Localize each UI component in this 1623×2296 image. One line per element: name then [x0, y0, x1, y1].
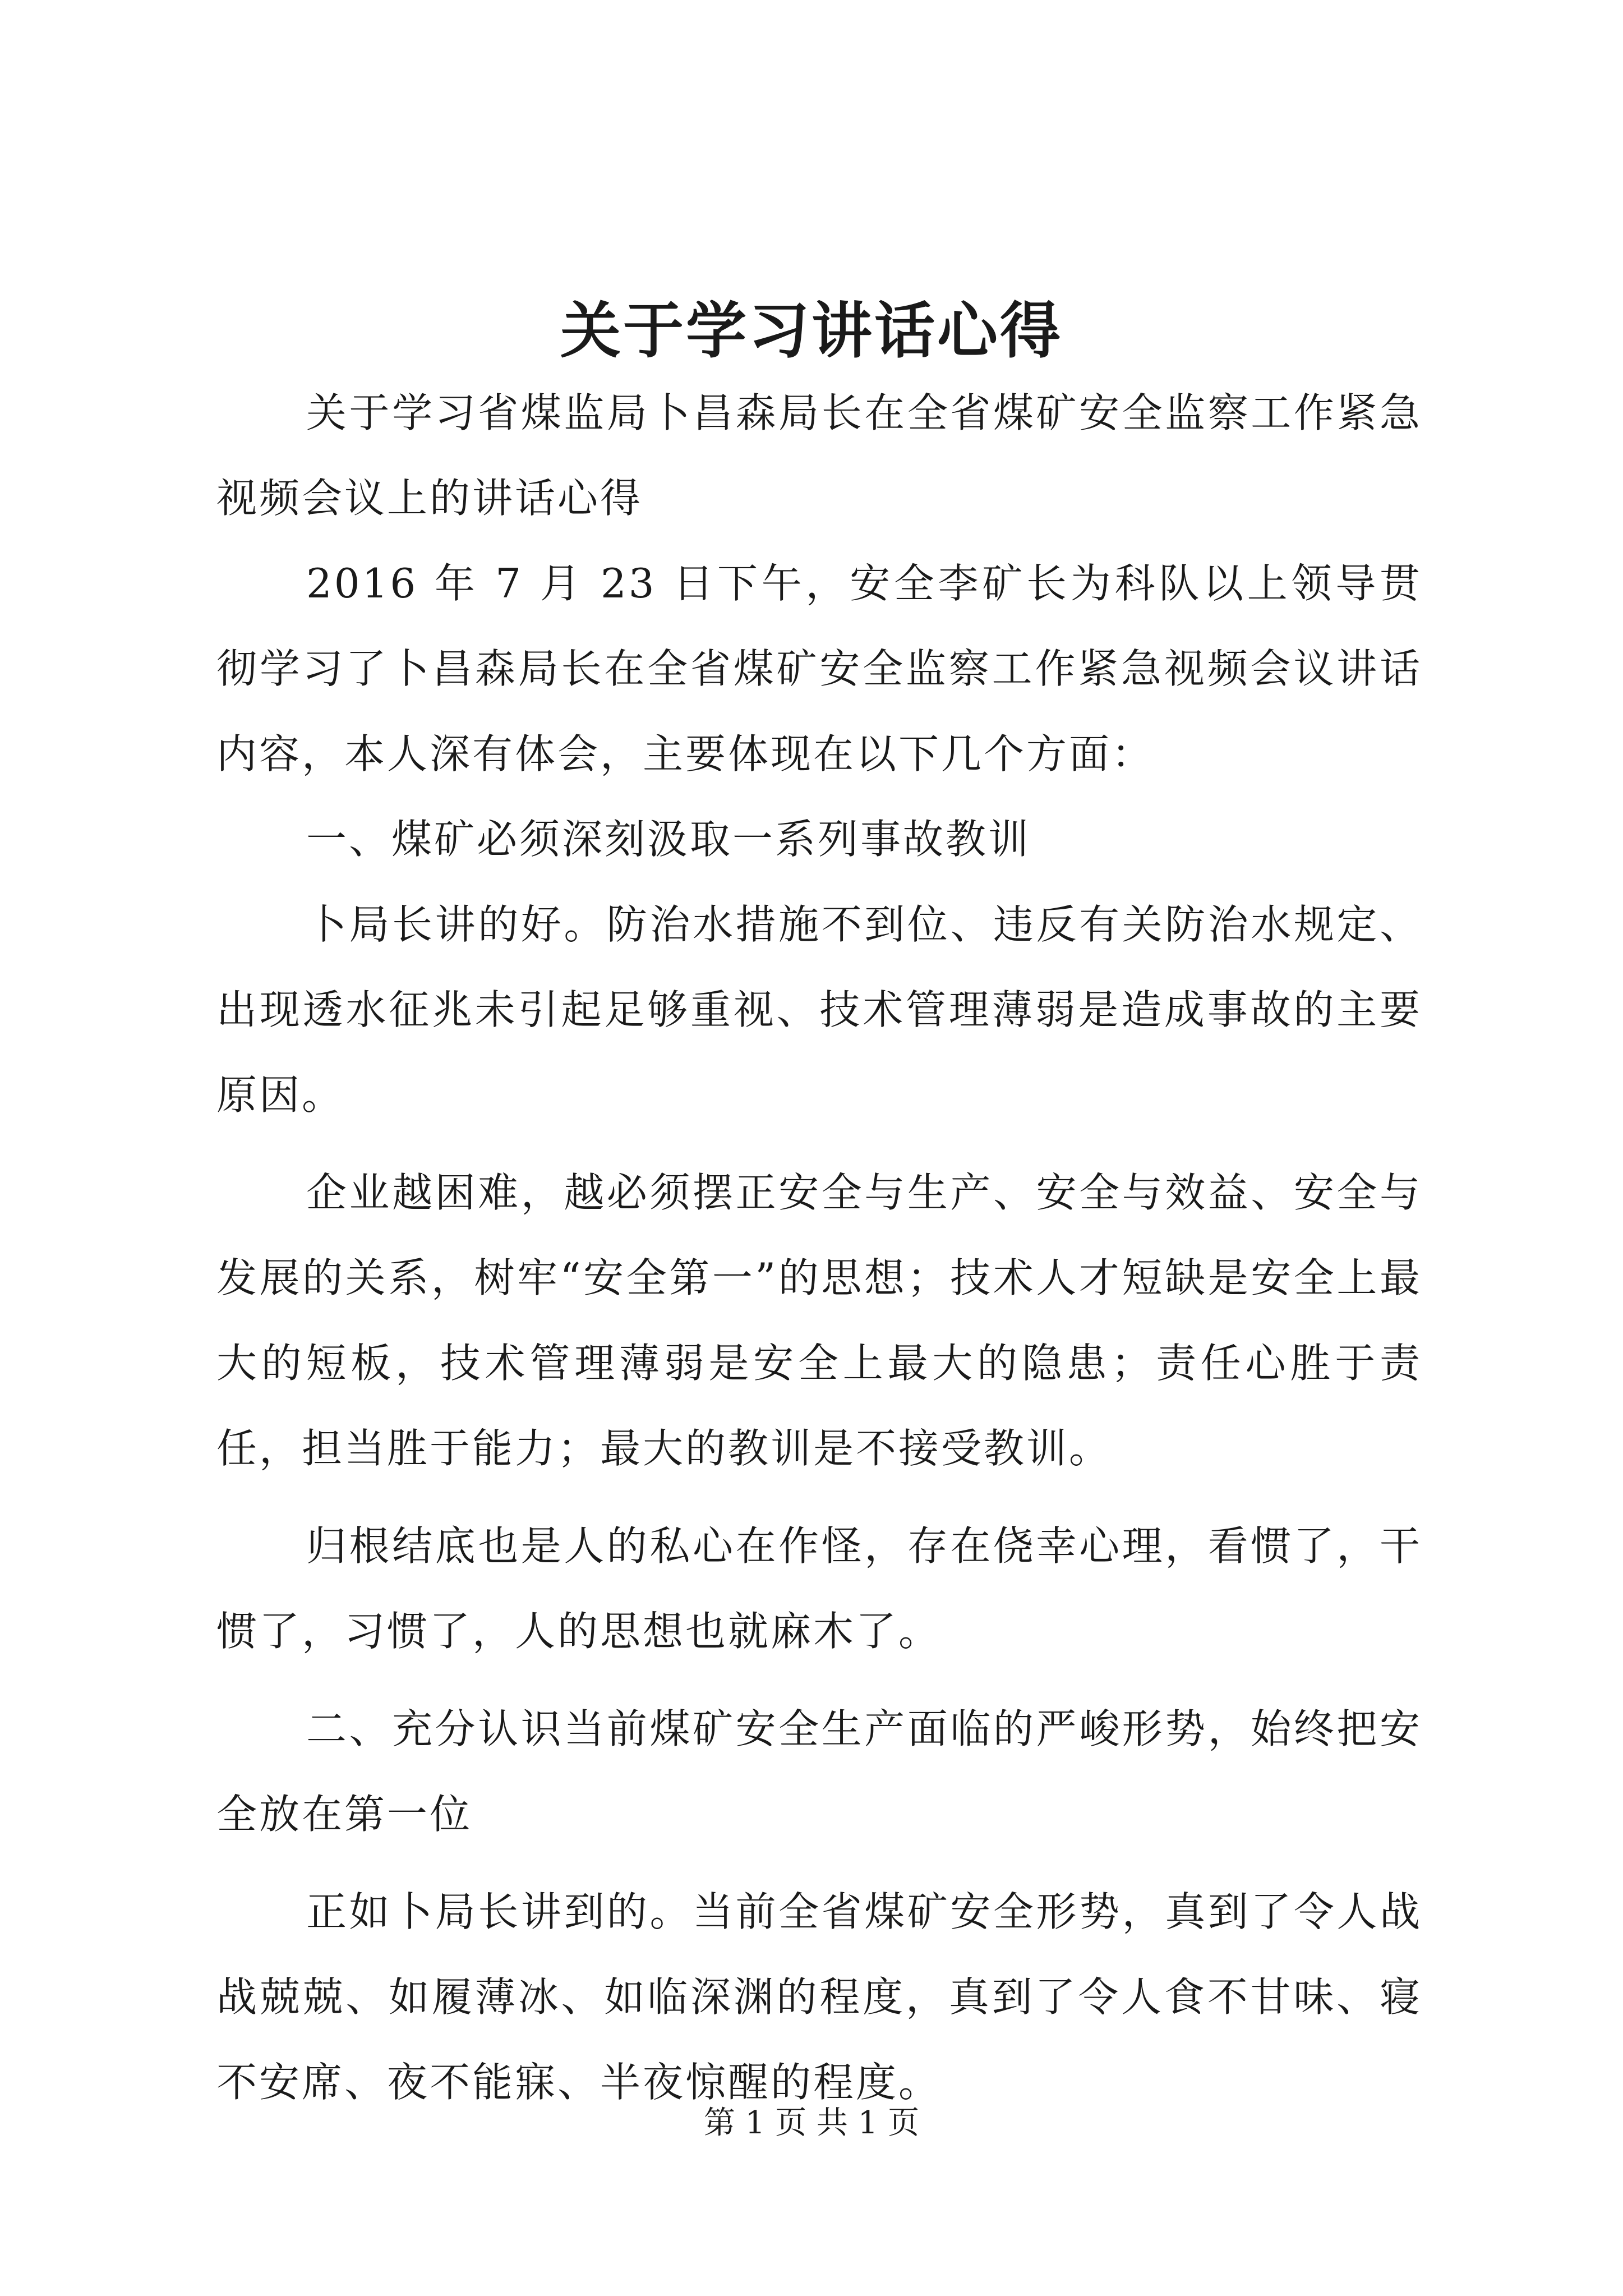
- section-heading-2: 二、充分认识当前煤矿安全生产面临的严峻形势，始终把安全放在第一位: [216, 1705, 1422, 1838]
- paragraph-subtitle: 关于学习省煤监局卜昌森局长在全省煤矿安全监察工作紧急视频会议上的讲话心得: [216, 389, 1422, 522]
- document-body: [216, 370, 1422, 2125]
- paragraph-intro: 2016 年 7 月 23 日下午，安全李矿长为科队以上领导贯彻学习了卜昌森局长在全省煤矿安全监察工作紧急视频会议讲话内容，本人深有体会，主要体现在以下几个方面：: [216, 560, 1422, 777]
- section-heading-1: 一、煤矿必须深刻汲取一系列事故教训: [306, 816, 1031, 863]
- paragraph-body: 企业越困难，越必须摆正安全与生产、安全与效益、安全与发展的关系，树牢“安全第一”的思想；技术人才短缺是安全上最大的短板，技术管理薄弱是安全上最大的隐患；责任心胜于责任，担当胜于能力；最大的教训是不接受教训。: [216, 1169, 1422, 1472]
- paragraph-body: 归根结底也是人的私心在作怪，存在侥幸心理，看惯了，干惯了，习惯了，人的思想也就麻木了。: [216, 1522, 1422, 1655]
- paragraph-body: 正如卜局长讲到的。当前全省煤矿安全形势，真到了令人战战兢兢、如履薄冰、如临深渊的程度，真到了令人食不甘味、寝不安席、夜不能寐、半夜惊醒的程度。: [216, 1888, 1422, 2106]
- page-footer: 第 1 页 共 1 页: [703, 2105, 920, 2141]
- paragraph-body: 卜局长讲的好。防治水措施不到位、违反有关防治水规定、出现透水征兆未引起足够重视、技术管理薄弱是造成事故的主要原因。: [216, 901, 1422, 1119]
- document-title: 关于学习讲话心得: [560, 296, 1063, 366]
